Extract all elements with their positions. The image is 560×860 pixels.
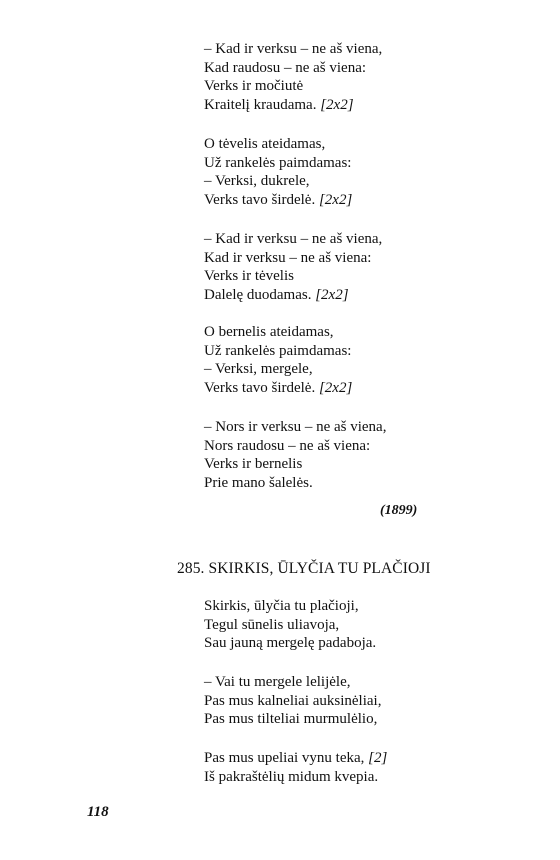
stanza (204, 40, 504, 114)
repeat-marker: [2x2] (320, 96, 354, 113)
verse-line: O bernelis ateidamas, (204, 324, 334, 340)
verse-line: Pas mus tilteliai murmulėlio, (204, 711, 378, 727)
stanza (204, 749, 504, 786)
verse-line: – Kad ir verksu – ne aš viena, (204, 41, 383, 57)
verse-line: Kad ir verksu – ne aš viena: (204, 249, 372, 266)
verse-line: Iš pakraštėlių midum kvepia. (204, 768, 379, 785)
date-note: (1899) (380, 503, 418, 518)
stanza (204, 135, 504, 209)
repeat-marker: [2] (368, 750, 388, 766)
stanza (204, 323, 504, 397)
verse-line: Verks tavo širdelė. [2x2] (204, 191, 353, 208)
song-title: 285. SKIRKIS, ŪLYČIA TU PLAČIOJI (177, 560, 431, 577)
verse-line: – Nors ir verksu – ne aš viena, (204, 419, 387, 435)
verse-line: Sau jauną mergelę padaboja. (204, 635, 377, 651)
verse-line: Nors raudosu – ne aš viena: (204, 437, 371, 454)
verse-line: – Verksi, mergele, (204, 361, 313, 377)
repeat-marker: [2x2] (318, 191, 353, 208)
verse-line: – Vai tu mergele lelijėle, (204, 674, 351, 690)
verse-line: Tegul sūnelis uliavoja, (204, 616, 340, 633)
verse-line: Kraitelį kraudama. [2x2] (204, 96, 354, 113)
verse-line: Verks ir bernelis (204, 456, 303, 472)
page-number: 118 (87, 804, 109, 820)
verse-line: Už rankelės paimdamas: (204, 154, 352, 171)
stanza (204, 597, 504, 653)
verse-line: Dalelę duodamas. [2x2] (204, 286, 349, 303)
verse-line: Pas mus kalneliai auksinėliai, (204, 692, 382, 709)
verse-line: Prie mano šalelės. (204, 474, 313, 491)
repeat-marker: [2x2] (315, 286, 349, 303)
stanza (204, 673, 504, 729)
verse-line: – Verksi, dukrele, (204, 173, 310, 189)
repeat-marker: [2x2] (318, 379, 353, 396)
verse-line: O tėvelis ateidamas, (204, 136, 326, 152)
verse-line: Verks ir tėvelis (204, 268, 294, 284)
verse-line: Skirkis, ūlyčia tu plačioji, (204, 598, 359, 614)
verse-line: Verks tavo širdelė. [2x2] (204, 379, 353, 396)
verse-line: – Kad ir verksu – ne aš viena, (204, 231, 383, 247)
verse-line: Už rankelės paimdamas: (204, 342, 352, 359)
verse-line: Kad raudosu – ne aš viena: (204, 59, 367, 76)
stanza (204, 418, 504, 492)
verse-line: Pas mus upeliai vynu teka, [2] (204, 750, 388, 766)
verse-line: Verks ir močiutė (204, 78, 304, 94)
stanza (204, 230, 504, 304)
